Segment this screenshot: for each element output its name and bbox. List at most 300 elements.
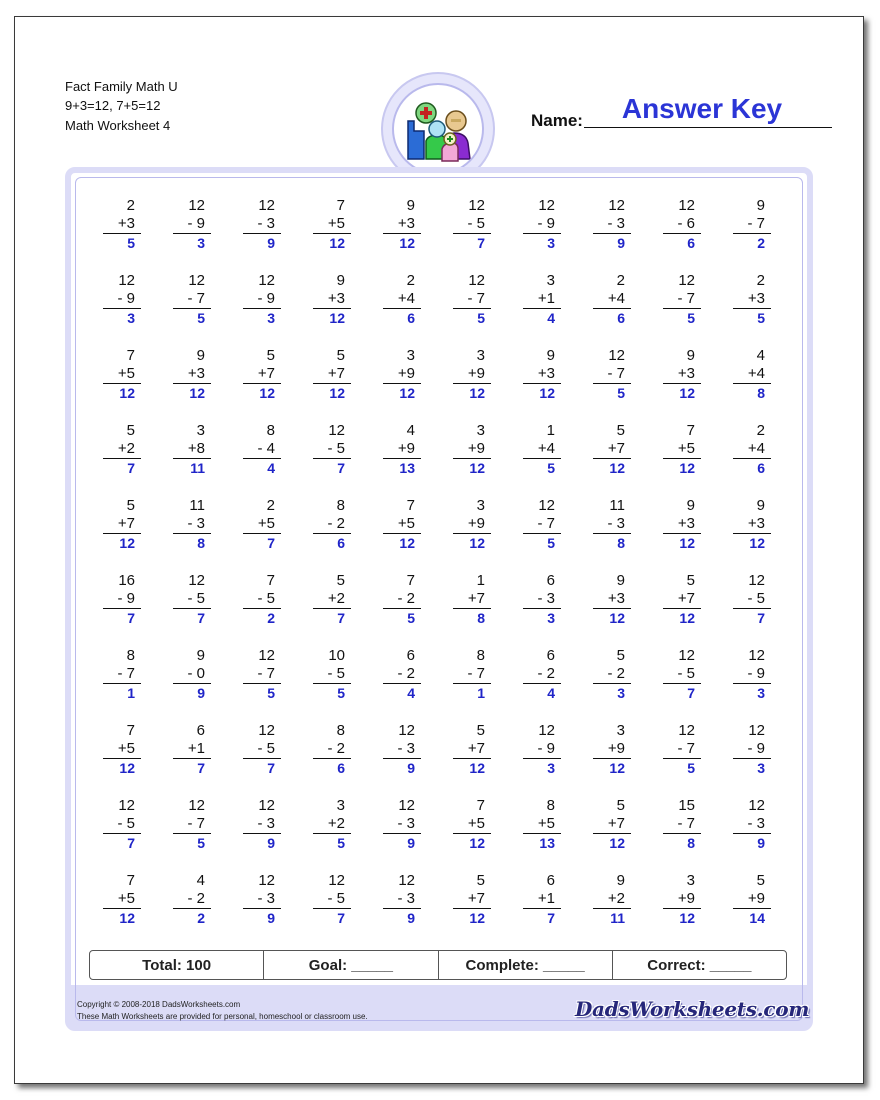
problem-rule [173, 908, 211, 909]
problem-answer: 5 [547, 535, 555, 551]
problem-operand: +5 [117, 890, 135, 907]
problem-operand: - 7 [677, 290, 695, 307]
problem-rule [313, 233, 351, 234]
problem-answer: 13 [399, 460, 415, 476]
problem [451, 722, 491, 780]
problem [661, 197, 701, 255]
problem-top-number: 4 [406, 422, 415, 439]
problem-top-number: 12 [188, 797, 205, 814]
problem-top-number: 5 [476, 722, 485, 739]
problem [171, 872, 211, 930]
problem [381, 272, 421, 330]
problem [241, 347, 281, 405]
problem-answer: 12 [469, 910, 485, 926]
problem [591, 197, 631, 255]
problem-answer: 12 [679, 535, 695, 551]
problem-answer: 9 [617, 235, 625, 251]
problem-top-number: 11 [609, 497, 625, 514]
problem-operand: - 3 [187, 515, 205, 532]
problem-top-number: 12 [328, 872, 345, 889]
problem-top-number: 12 [608, 347, 625, 364]
problem [241, 647, 281, 705]
problem [171, 797, 211, 855]
problem-top-number: 12 [398, 872, 415, 889]
problem-rule [243, 233, 281, 234]
problem-operand: - 9 [257, 290, 275, 307]
problem-answer: 5 [757, 310, 765, 326]
problem-answer: 6 [407, 310, 415, 326]
problem-answer: 7 [127, 460, 135, 476]
brand-logo: DadsWorksheets.com [575, 997, 810, 1021]
problem-operand: - 3 [397, 890, 415, 907]
problem-top-number: 6 [406, 647, 415, 664]
problem-top-number: 3 [616, 722, 625, 739]
problem-top-number: 7 [126, 722, 135, 739]
problem-operand: - 3 [747, 815, 765, 832]
problem-operand: - 0 [187, 665, 205, 682]
problem-rule [593, 383, 631, 384]
problem-rule [103, 233, 141, 234]
problem-rule [593, 458, 631, 459]
problem-operand: +5 [467, 815, 485, 832]
problem-rule [173, 233, 211, 234]
problem-answer: 12 [469, 760, 485, 776]
problem-operand: +9 [397, 365, 415, 382]
problem-answer: 7 [267, 760, 275, 776]
problem-top-number: 5 [126, 497, 135, 514]
problem-rule [173, 458, 211, 459]
problem-answer: 7 [337, 460, 345, 476]
problem [591, 572, 631, 630]
worksheet-subtitle: 9+3=12, 7+5=12 [65, 98, 161, 113]
problem-operand: +9 [467, 365, 485, 382]
problem-operand: - 5 [677, 665, 695, 682]
problem [731, 647, 771, 705]
problem [311, 422, 351, 480]
problem-top-number: 3 [336, 797, 345, 814]
problem-operand: - 7 [257, 665, 275, 682]
problem-answer: 12 [259, 385, 275, 401]
problem-rule [523, 308, 561, 309]
problem [591, 272, 631, 330]
problem-answer: 8 [757, 385, 765, 401]
problem-operand: +3 [747, 290, 765, 307]
problem [591, 422, 631, 480]
problem-operand: - 2 [187, 890, 205, 907]
problem-rule [523, 458, 561, 459]
problem-answer: 8 [197, 535, 205, 551]
problem [591, 347, 631, 405]
problem-top-number: 7 [336, 197, 345, 214]
problem-operand: - 5 [747, 590, 765, 607]
problem-top-number: 10 [328, 647, 345, 664]
problem [101, 347, 141, 405]
problem-operand: - 3 [537, 590, 555, 607]
problem-top-number: 3 [406, 347, 415, 364]
problem-answer: 5 [407, 610, 415, 626]
summary-bar [89, 950, 787, 980]
name-field-line [584, 127, 832, 128]
problem-top-number: 6 [546, 647, 555, 664]
problem-top-number: 12 [258, 197, 275, 214]
problem-rule [733, 383, 771, 384]
problem-answer: 5 [197, 310, 205, 326]
problem-top-number: 5 [756, 872, 765, 889]
problem [311, 347, 351, 405]
problem-operand: +3 [747, 515, 765, 532]
problem-top-number: 1 [476, 572, 485, 589]
problem [591, 497, 631, 555]
problem-answer: 7 [127, 835, 135, 851]
problem-rule [243, 458, 281, 459]
problem-operand: +4 [397, 290, 415, 307]
problem-answer: 4 [407, 685, 415, 701]
problem-rule [243, 533, 281, 534]
problem-rule [103, 683, 141, 684]
problem-operand: +9 [467, 440, 485, 457]
problem-answer: 2 [757, 235, 765, 251]
problem-answer: 5 [687, 310, 695, 326]
problem-operand: +5 [397, 515, 415, 532]
problem-rule [663, 308, 701, 309]
problem-rule [663, 383, 701, 384]
problem-answer: 5 [127, 235, 135, 251]
problem-top-number: 12 [258, 797, 275, 814]
problem-answer: 12 [609, 610, 625, 626]
problem-top-number: 12 [468, 197, 485, 214]
problem-top-number: 9 [616, 572, 625, 589]
problem-answer: 12 [609, 835, 625, 851]
problem-rule [453, 833, 491, 834]
problem-operand: +9 [607, 740, 625, 757]
problem-rule [243, 833, 281, 834]
copyright-notice [77, 999, 368, 1023]
problem-rule [523, 233, 561, 234]
problem-top-number: 7 [406, 497, 415, 514]
problem-operand: +5 [117, 365, 135, 382]
problem-operand: +3 [677, 365, 695, 382]
problem-rule [383, 458, 421, 459]
problem-answer: 5 [617, 385, 625, 401]
problem-top-number: 12 [538, 197, 555, 214]
problem-rule [663, 833, 701, 834]
problem-top-number: 2 [126, 197, 135, 214]
problem-rule [523, 608, 561, 609]
problem-operand: +1 [537, 290, 555, 307]
problem [451, 572, 491, 630]
problem-top-number: 6 [546, 872, 555, 889]
problem [381, 647, 421, 705]
problem-answer: 12 [469, 535, 485, 551]
problem-rule [733, 533, 771, 534]
problem-rule [243, 758, 281, 759]
problem-answer: 12 [679, 610, 695, 626]
problem-answer: 5 [477, 310, 485, 326]
problem-operand: - 9 [537, 740, 555, 757]
problem-operand: +3 [677, 515, 695, 532]
problem-top-number: 9 [196, 647, 205, 664]
problem-answer: 8 [687, 835, 695, 851]
problem-rule [103, 833, 141, 834]
problem-rule [313, 308, 351, 309]
problem-rule [243, 308, 281, 309]
problem-operand: +5 [257, 515, 275, 532]
problem [101, 272, 141, 330]
problem-answer: 12 [119, 535, 135, 551]
problem [171, 422, 211, 480]
problem-answer: 8 [477, 610, 485, 626]
problem-rule [733, 458, 771, 459]
problem-operand: - 5 [327, 890, 345, 907]
problem [241, 572, 281, 630]
problem-top-number: 12 [678, 197, 695, 214]
problem-answer: 7 [687, 685, 695, 701]
problem [241, 722, 281, 780]
problem-top-number: 12 [748, 722, 765, 739]
problem-answer: 5 [197, 835, 205, 851]
problem-operand: +5 [537, 815, 555, 832]
problem [381, 197, 421, 255]
problem-operand: - 9 [747, 740, 765, 757]
problem-top-number: 12 [188, 572, 205, 589]
problem-operand: +5 [117, 740, 135, 757]
problem-top-number: 2 [616, 272, 625, 289]
problem-top-number: 12 [608, 197, 625, 214]
problem-operand: - 9 [187, 215, 205, 232]
problem [521, 722, 561, 780]
problem-answer: 12 [399, 235, 415, 251]
problem-answer: 12 [609, 460, 625, 476]
problem [381, 872, 421, 930]
problem [661, 872, 701, 930]
problem-operand: +2 [327, 815, 345, 832]
problem-rule [453, 908, 491, 909]
problem-operand: - 2 [327, 515, 345, 532]
problem-answer: 12 [539, 385, 555, 401]
problem-answer: 3 [757, 760, 765, 776]
problem-operand: +1 [537, 890, 555, 907]
problem-rule [313, 833, 351, 834]
problem-answer: 12 [469, 460, 485, 476]
problem-top-number: 12 [748, 572, 765, 589]
problem-top-number: 12 [118, 272, 135, 289]
problem-operand: - 7 [607, 365, 625, 382]
worksheet-number: Math Worksheet 4 [65, 118, 171, 133]
problem-operand: +5 [327, 215, 345, 232]
problem-top-number: 4 [196, 872, 205, 889]
problem-operand: +4 [607, 290, 625, 307]
problem-rule [383, 533, 421, 534]
problem-top-number: 12 [258, 872, 275, 889]
problem [731, 722, 771, 780]
problem-rule [173, 308, 211, 309]
summary-total: Total: 100 [90, 951, 264, 979]
problem [101, 797, 141, 855]
problem-operand: - 9 [747, 665, 765, 682]
problem-top-number: 12 [398, 722, 415, 739]
problem-answer: 6 [337, 760, 345, 776]
problem-operand: +7 [257, 365, 275, 382]
problem-top-number: 3 [196, 422, 205, 439]
problem [451, 497, 491, 555]
problem [171, 647, 211, 705]
problem-operand: +4 [537, 440, 555, 457]
problem [661, 647, 701, 705]
problem-answer: 11 [190, 460, 205, 476]
problem [731, 497, 771, 555]
problem-top-number: 8 [336, 722, 345, 739]
problem-rule [663, 608, 701, 609]
problem-rule [103, 758, 141, 759]
problem [731, 797, 771, 855]
problem-answer: 9 [757, 835, 765, 851]
problem-answer: 12 [679, 385, 695, 401]
problem [171, 497, 211, 555]
problem-top-number: 9 [196, 347, 205, 364]
problem-answer: 6 [617, 310, 625, 326]
problem-operand: +7 [467, 890, 485, 907]
problem-top-number: 12 [398, 797, 415, 814]
problem-answer: 7 [197, 610, 205, 626]
problem-answer: 9 [267, 835, 275, 851]
problem-top-number: 2 [406, 272, 415, 289]
problem-answer: 3 [197, 235, 205, 251]
problem-operand: - 7 [677, 815, 695, 832]
problem-operand: - 3 [607, 215, 625, 232]
problem [521, 647, 561, 705]
problem-rule [733, 908, 771, 909]
problem-operand: - 2 [397, 590, 415, 607]
problem-rule [313, 758, 351, 759]
problem-answer: 12 [399, 535, 415, 551]
problem-top-number: 5 [616, 647, 625, 664]
problem-rule [453, 308, 491, 309]
problem-top-number: 6 [546, 572, 555, 589]
problem-rule [453, 758, 491, 759]
problem-answer: 6 [757, 460, 765, 476]
problem [661, 722, 701, 780]
problem [451, 797, 491, 855]
problem-rule [733, 833, 771, 834]
problem [731, 272, 771, 330]
problem-answer: 12 [329, 385, 345, 401]
problem-operand: +7 [117, 515, 135, 532]
problem-top-number: 7 [406, 572, 415, 589]
problem-top-number: 8 [336, 497, 345, 514]
problem-operand: +9 [677, 890, 695, 907]
problem-rule [593, 233, 631, 234]
problem-rule [593, 533, 631, 534]
problem-answer: 6 [337, 535, 345, 551]
problem-answer: 2 [197, 910, 205, 926]
problem-top-number: 3 [546, 272, 555, 289]
problem-answer: 4 [267, 460, 275, 476]
problem-rule [663, 908, 701, 909]
problem-answer: 7 [197, 760, 205, 776]
problem-operand: +7 [607, 440, 625, 457]
problem-operand: +3 [117, 215, 135, 232]
problem-operand: - 9 [117, 590, 135, 607]
problem-operand: - 7 [467, 290, 485, 307]
problem-rule [733, 233, 771, 234]
problem [521, 872, 561, 930]
problem-rule [663, 683, 701, 684]
problem-top-number: 8 [476, 647, 485, 664]
problem-operand: - 9 [117, 290, 135, 307]
problem-answer: 7 [127, 610, 135, 626]
problem-operand: - 2 [607, 665, 625, 682]
problem-rule [453, 533, 491, 534]
problem [101, 572, 141, 630]
problem-answer: 9 [267, 910, 275, 926]
problem-operand: - 3 [257, 815, 275, 832]
problem [311, 197, 351, 255]
problem [451, 197, 491, 255]
problem [521, 797, 561, 855]
problem-top-number: 3 [686, 872, 695, 889]
problem-rule [103, 533, 141, 534]
problem-operand: - 9 [537, 215, 555, 232]
problem [731, 197, 771, 255]
problem-answer: 12 [609, 760, 625, 776]
problem-rule [453, 233, 491, 234]
problem-rule [453, 458, 491, 459]
problem-operand: +4 [747, 365, 765, 382]
problem-rule [103, 308, 141, 309]
problem-rule [593, 908, 631, 909]
problem-rule [313, 458, 351, 459]
problem-answer: 9 [197, 685, 205, 701]
problem-top-number: 12 [258, 647, 275, 664]
problem-rule [313, 683, 351, 684]
problem-rule [383, 908, 421, 909]
problem-top-number: 12 [748, 797, 765, 814]
problem-top-number: 9 [686, 347, 695, 364]
problem-rule [523, 383, 561, 384]
problem-answer: 14 [749, 910, 765, 926]
problem [241, 797, 281, 855]
problem-top-number: 12 [258, 272, 275, 289]
problem-answer: 1 [127, 685, 135, 701]
problem-operand: - 7 [747, 215, 765, 232]
problem-top-number: 7 [476, 797, 485, 814]
summary-complete: Complete: _____ [439, 951, 613, 979]
problem-answer: 9 [267, 235, 275, 251]
problem-top-number: 12 [188, 197, 205, 214]
problem-rule [593, 608, 631, 609]
problem-operand: - 7 [187, 815, 205, 832]
problem [311, 797, 351, 855]
problem-rule [523, 758, 561, 759]
problem-operand: - 2 [327, 740, 345, 757]
problem [381, 797, 421, 855]
problem-operand: - 3 [397, 740, 415, 757]
problem-operand: - 3 [397, 815, 415, 832]
problem-operand: +3 [397, 215, 415, 232]
problem-rule [733, 758, 771, 759]
problem-top-number: 2 [756, 272, 765, 289]
problem-answer: 4 [547, 685, 555, 701]
problem [241, 422, 281, 480]
problem [731, 872, 771, 930]
problem-operand: - 3 [257, 890, 275, 907]
problem [451, 422, 491, 480]
problem-answer: 5 [687, 760, 695, 776]
problem-operand: - 5 [117, 815, 135, 832]
problem-answer: 11 [610, 910, 625, 926]
problem-operand: +7 [607, 815, 625, 832]
problem-top-number: 12 [258, 722, 275, 739]
